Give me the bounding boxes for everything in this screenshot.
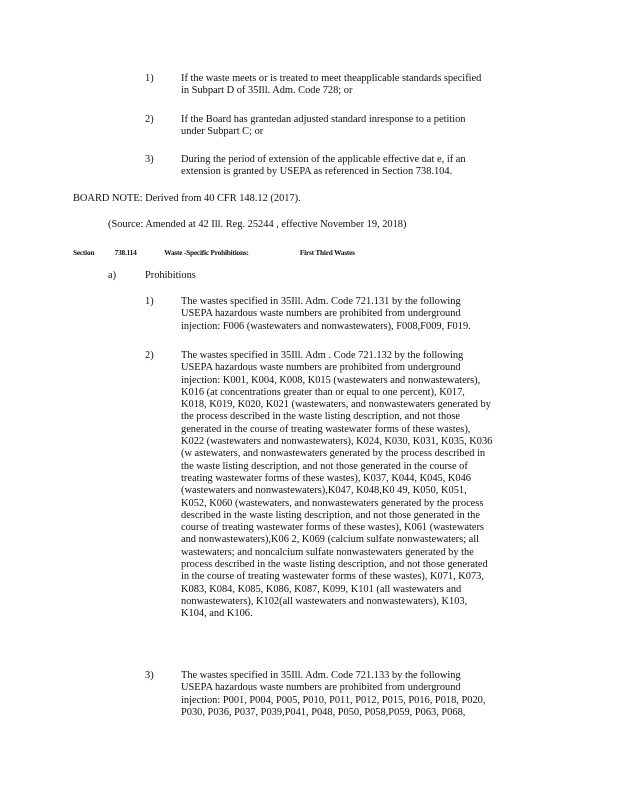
- item-number: 3): [145, 154, 154, 165]
- text-line: (wastewaters and nonwastewaters),K047, K048,K0 49, K050, K051,: [181, 485, 467, 497]
- text-line: USEPA hazardous waste numbers are prohibited from underground: [181, 308, 461, 320]
- text-line: K083, K084, K085, K086, K087, K099, K101 (all wastewaters and: [181, 583, 462, 595]
- source-note: (Source: Amended at 42 Ill. Reg. 25244 , effective November 19, 2018): [108, 219, 407, 230]
- section-title-part-2: First Third Wastes: [299, 248, 355, 257]
- text-line: in Subpart D of 35Ill. Adm. Code 728; or: [181, 85, 353, 97]
- text-line: extension is granted by USEPA as referenced in Section 738.104.: [181, 166, 453, 178]
- item-text: [181, 114, 541, 139]
- subsection-label: a): [108, 270, 117, 281]
- section-heading: [73, 247, 355, 259]
- text-line: K022 (wastewaters and nonwastewaters), K024, K030, K031, K035, K036: [181, 436, 493, 448]
- board-note: BOARD NOTE: Derived from 40 CFR 148.12 (2017).: [73, 193, 301, 204]
- item-number: 3): [145, 670, 154, 681]
- text-line: injection: F006 (wastewaters and nonwastewaters), F008,F009, F019.: [181, 320, 471, 332]
- item-text: [181, 154, 541, 179]
- text-line: K018, K019, K020, K021 (wastewaters, and nonwastewaters generated by: [181, 399, 491, 411]
- text-line: (w astewaters, and nonwastewaters generated by the process described in: [181, 448, 486, 460]
- item-number: 1): [145, 296, 154, 307]
- text-line: If the Board has grantedan adjusted standard inresponse to a petition: [181, 114, 466, 125]
- item-text: [181, 73, 541, 98]
- text-line: under Subpart C; or: [181, 126, 264, 138]
- section-number: 738.114: [114, 248, 137, 257]
- text-line: the process described in the waste listing description, and not those: [181, 411, 461, 423]
- section-title-part-1: Waste -Specific Prohibitions:: [164, 248, 249, 257]
- text-line: in the course of treating wastewater forms of these wastes), K071, K073,: [181, 571, 484, 583]
- text-line: course of treating wastewater forms of these wastes), K061 (wastewaters: [181, 522, 484, 534]
- text-line: described in the waste listing description, and not those generated in the: [181, 509, 480, 521]
- text-line: If the waste meets or is treated to meet theapplicable standards specified: [181, 73, 482, 84]
- text-line: The wastes specified in 35Ill. Adm. Code 721.131 by the following: [181, 296, 461, 307]
- text-line: K052, K060 (wastewaters, and nonwastewaters generated by the process: [181, 497, 484, 509]
- text-line: the waste listing description, and not those generated in the course of: [181, 460, 468, 472]
- subsection-title: Prohibitions: [145, 270, 196, 281]
- text-line: K016 (at concentrations greater than or equal to one percent), K017,: [181, 386, 465, 398]
- text-line: injection: K001, K004, K008, K015 (wastewaters and nonwastewaters),: [181, 374, 481, 386]
- item-text: [181, 670, 541, 719]
- text-line: During the period of extension of the applicable effective dat e, if an: [181, 154, 466, 165]
- text-line: and nonwastewaters),K06 2, K069 (calcium sulfate nonwastewaters; all: [181, 534, 480, 546]
- text-line: injection: P001, P004, P005, P010, P011, P012, P015, P016, P018, P020,: [181, 694, 486, 706]
- item-number: 1): [145, 73, 154, 84]
- text-line: treating wastewater forms of these wastes), K037, K044, K045, K046: [181, 472, 472, 484]
- text-line: The wastes specified in 35Ill. Adm. Code 721.133 by the following: [181, 670, 461, 681]
- item-number: 2): [145, 350, 154, 361]
- text-line: K104, and K106.: [181, 608, 253, 620]
- section-label: Section: [73, 248, 95, 257]
- item-text: [181, 296, 541, 333]
- text-line: P030, P036, P037, P039,P041, P048, P050, P058,P059, P063, P068,: [181, 706, 466, 718]
- text-line: USEPA hazardous waste numbers are prohibited from underground: [181, 682, 461, 694]
- item-text: [181, 350, 541, 621]
- item-number: 2): [145, 114, 154, 125]
- text-line: nonwastewaters), K102(all wastewaters and nonwastewaters), K103,: [181, 595, 468, 607]
- text-line: USEPA hazardous waste numbers are prohibited from underground: [181, 362, 461, 374]
- text-line: wastewaters; and noncalcium sulfate nonwastewaters generated by the: [181, 546, 474, 558]
- text-line: process described in the waste listing description, and not those generated: [181, 559, 488, 571]
- text-line: generated in the course of treating wastewater forms of these wastes),: [181, 423, 471, 435]
- text-line: The wastes specified in 35Ill. Adm . Code 721.132 by the following: [181, 350, 464, 361]
